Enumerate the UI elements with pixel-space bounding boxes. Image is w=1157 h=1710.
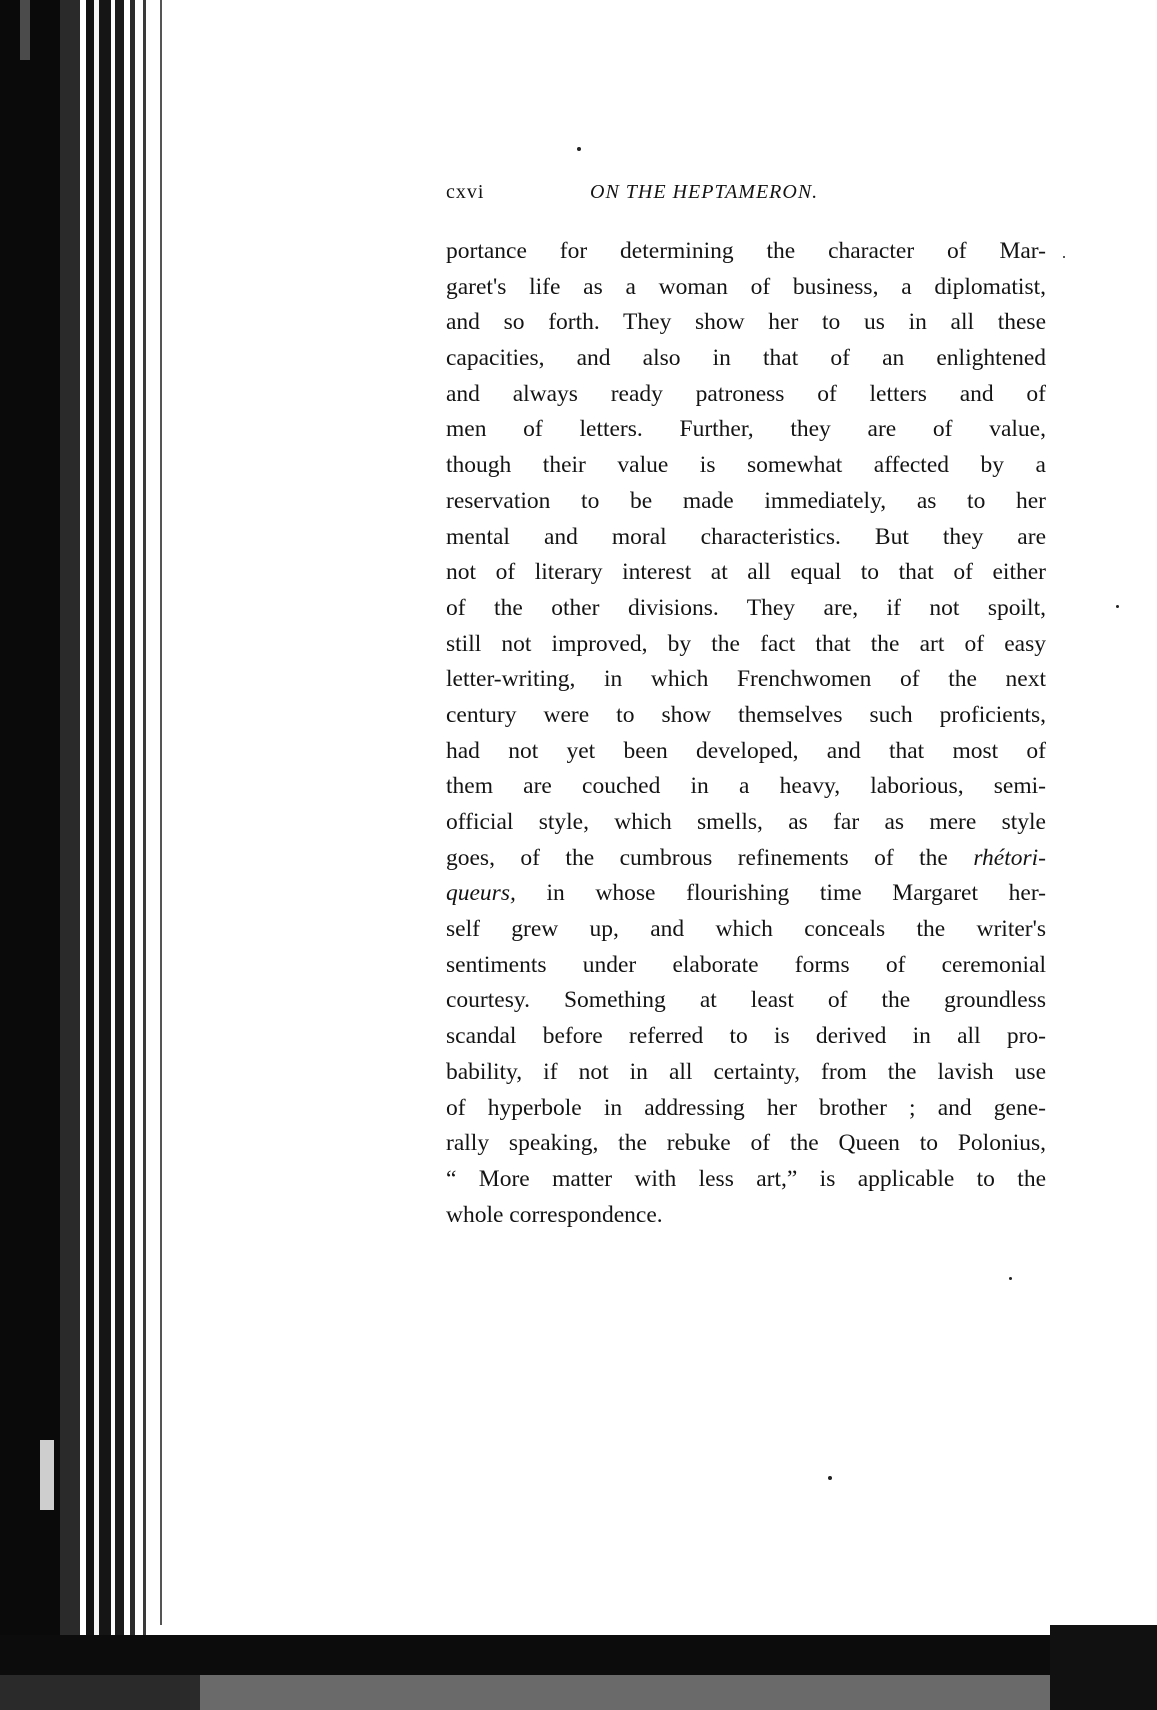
text-line: them are couched in a heavy, laborious, semi- (446, 773, 1046, 800)
text-line: men of letters. Further, they are of value, (446, 416, 1046, 443)
scan-speck (1009, 1277, 1012, 1280)
text-line: though their value is somewhat affected by a (446, 452, 1046, 479)
text-line: mental and moral characteristics. But they are (446, 523, 1046, 550)
book-binding-edge (0, 0, 175, 1710)
text-line: had not yet been developed, and that most of (446, 737, 1046, 764)
text-line (446, 841, 1046, 877)
text-line: “ More matter with less art,” is applicable to the (446, 1165, 1046, 1192)
text-line: century were to show themselves such proficients, (446, 701, 1046, 728)
text-line: of the other divisions. They are, if not spoilt, (446, 594, 1046, 621)
italic-word: queurs, (446, 880, 516, 907)
text-line: still not improved, by the fact that the art of easy (446, 630, 1046, 657)
text-line: whole correspondence. (446, 1201, 663, 1228)
scan-speck (828, 1476, 832, 1480)
text-line: sentiments under elaborate forms of ceremonial (446, 951, 1046, 978)
italic-word: rhétori- (973, 844, 1046, 871)
text-line: self grew up, and which conceals the writer's (446, 916, 1046, 943)
scan-speck (577, 147, 581, 151)
text-line: and so forth. They show her to us in all these (446, 309, 1046, 336)
text-line: reservation to be made immediately, as to her (446, 487, 1046, 514)
text-line: letter-writing, in which Frenchwomen of the next (446, 666, 1046, 693)
page-header (446, 181, 1046, 211)
text-line: official style, which smells, as far as mere style (446, 809, 1046, 835)
text-line: and always ready patroness of letters and of (446, 380, 1046, 407)
text-line: courtesy. Something at least of the groundless (446, 987, 1046, 1014)
text-fragment: goes, of the cumbrous refinements of the (446, 844, 974, 871)
text-line: garet's life as a woman of business, a diplomatist, (446, 273, 1046, 300)
text-line: rally speaking, the rebuke of the Queen to Polonius, (446, 1130, 1046, 1157)
text-line: of hyperbole in addressing her brother ; and gene- (446, 1094, 1046, 1121)
running-title: ON THE HEPTAMERON. (590, 181, 819, 203)
text-line: not of literary interest at all equal to that of either (446, 559, 1046, 586)
scan-speck (1116, 605, 1119, 608)
text-fragment: in whose flourishing time Margaret her- (515, 880, 1046, 907)
text-line (446, 876, 1046, 912)
text-line: scandal before referred to is derived in all pro- (446, 1023, 1046, 1050)
scan-bottom-edge (0, 1625, 1157, 1710)
text-line: bability, if not in all certainty, from the lavish use (446, 1058, 1046, 1085)
text-line: capacities, and also in that of an enlightened (446, 345, 1046, 372)
page-number: cxvi (446, 181, 485, 203)
body-text (446, 234, 1046, 1233)
scan-speck (1063, 256, 1065, 258)
text-line: portance for determining the character of Mar- (446, 238, 1046, 264)
